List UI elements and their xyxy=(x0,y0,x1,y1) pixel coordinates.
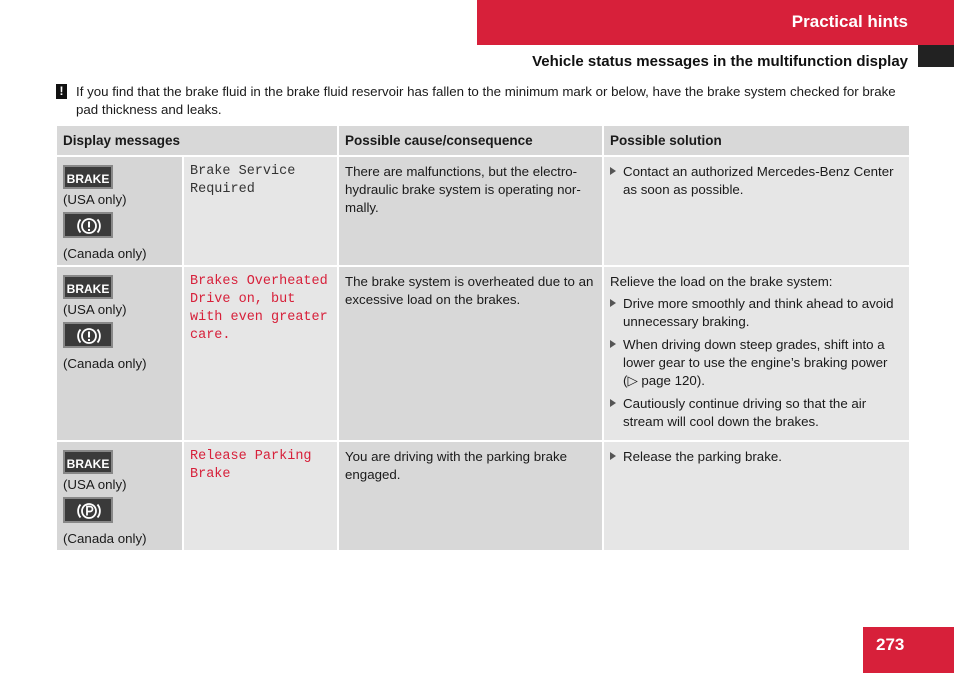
solution-text: Release the parking brake. xyxy=(623,449,782,464)
parking-brake-icon xyxy=(63,497,113,523)
table-row xyxy=(56,441,910,551)
usa-only-caption: (USA only) xyxy=(63,192,127,207)
brake-badge-icon: BRAKE xyxy=(63,450,113,474)
solution-cell xyxy=(603,266,910,441)
status-messages-table xyxy=(55,124,911,552)
display-icons-cell xyxy=(56,156,183,266)
table-row xyxy=(56,156,910,266)
brake-warning-icon xyxy=(63,212,113,238)
header-possible-cause: Possible cause/consequence xyxy=(338,125,603,156)
brake-warning-icon xyxy=(63,322,113,348)
brake-badge-icon: BRAKE xyxy=(63,275,113,299)
display-message-text: Release Parking Brake xyxy=(190,449,312,482)
cause-cell xyxy=(338,441,603,551)
canada-only-caption: (Canada only) xyxy=(63,246,147,261)
solution-cell xyxy=(603,441,910,551)
cause-text: The brake system is overheated due to an excessive load on the brakes. xyxy=(345,274,594,307)
usa-only-caption: (USA only) xyxy=(63,302,127,317)
display-icons-cell xyxy=(56,266,183,441)
solution-text: Contact an authorized Mercedes-Benz Center as soon as possible. xyxy=(623,164,894,197)
warning-exclamation-icon: ! xyxy=(56,84,67,99)
section-tab-marker xyxy=(918,45,954,67)
solution-step xyxy=(610,295,903,331)
cause-cell xyxy=(338,266,603,441)
triangle-bullet-icon xyxy=(610,340,616,348)
solution-text: When driving down steep grades, shift into a lower gear to use the engine’s braking power (▷ page 120). xyxy=(623,337,888,388)
solution-cell xyxy=(603,156,910,266)
solution-text: Drive more smoothly and think ahead to avoid unnecessary braking. xyxy=(623,296,894,329)
display-message-cell xyxy=(183,266,338,441)
cause-text: There are malfunctions, but the electro-hydraulic brake system is operating nor-mally. xyxy=(345,164,581,215)
brake-badge-icon: BRAKE xyxy=(63,165,113,189)
notice xyxy=(56,83,916,119)
table-header-row xyxy=(56,125,910,156)
display-icons-cell xyxy=(56,441,183,551)
solution-step xyxy=(610,163,903,199)
section-title: Practical hints xyxy=(791,12,908,31)
solution-text: Cautiously continue driving so that the air stream will cool down the brakes. xyxy=(623,396,867,429)
triangle-bullet-icon xyxy=(610,167,616,175)
solution-lead: Relieve the load on the brake system: xyxy=(610,274,833,289)
triangle-bullet-icon xyxy=(610,299,616,307)
solution-step xyxy=(610,336,903,390)
usa-only-caption: (USA only) xyxy=(63,477,127,492)
page-subtitle: Vehicle status messages in the multifunction display xyxy=(532,53,908,70)
header-display-messages: Display messages xyxy=(56,125,338,156)
display-message-text: Brakes Overheated Drive on, but with even greater care. xyxy=(190,274,328,343)
triangle-bullet-icon xyxy=(610,399,616,407)
header-possible-solution: Possible solution xyxy=(603,125,910,156)
page-number: 273 xyxy=(876,635,905,654)
canada-only-caption: (Canada only) xyxy=(63,531,147,546)
cause-text: You are driving with the parking brake engaged. xyxy=(345,449,568,482)
display-message-text: Brake Service Required xyxy=(190,164,296,197)
display-message-cell xyxy=(183,441,338,551)
notice-text: If you find that the brake fluid in the brake fluid reservoir has fallen to the minimum mark or below, have the brake system checked for brake pad thickness and leaks. xyxy=(76,84,896,117)
solution-step xyxy=(610,448,903,466)
canada-only-caption: (Canada only) xyxy=(63,356,147,371)
solution-step xyxy=(610,395,903,431)
table-row xyxy=(56,266,910,441)
triangle-bullet-icon xyxy=(610,452,616,460)
cause-cell xyxy=(338,156,603,266)
display-message-cell xyxy=(183,156,338,266)
